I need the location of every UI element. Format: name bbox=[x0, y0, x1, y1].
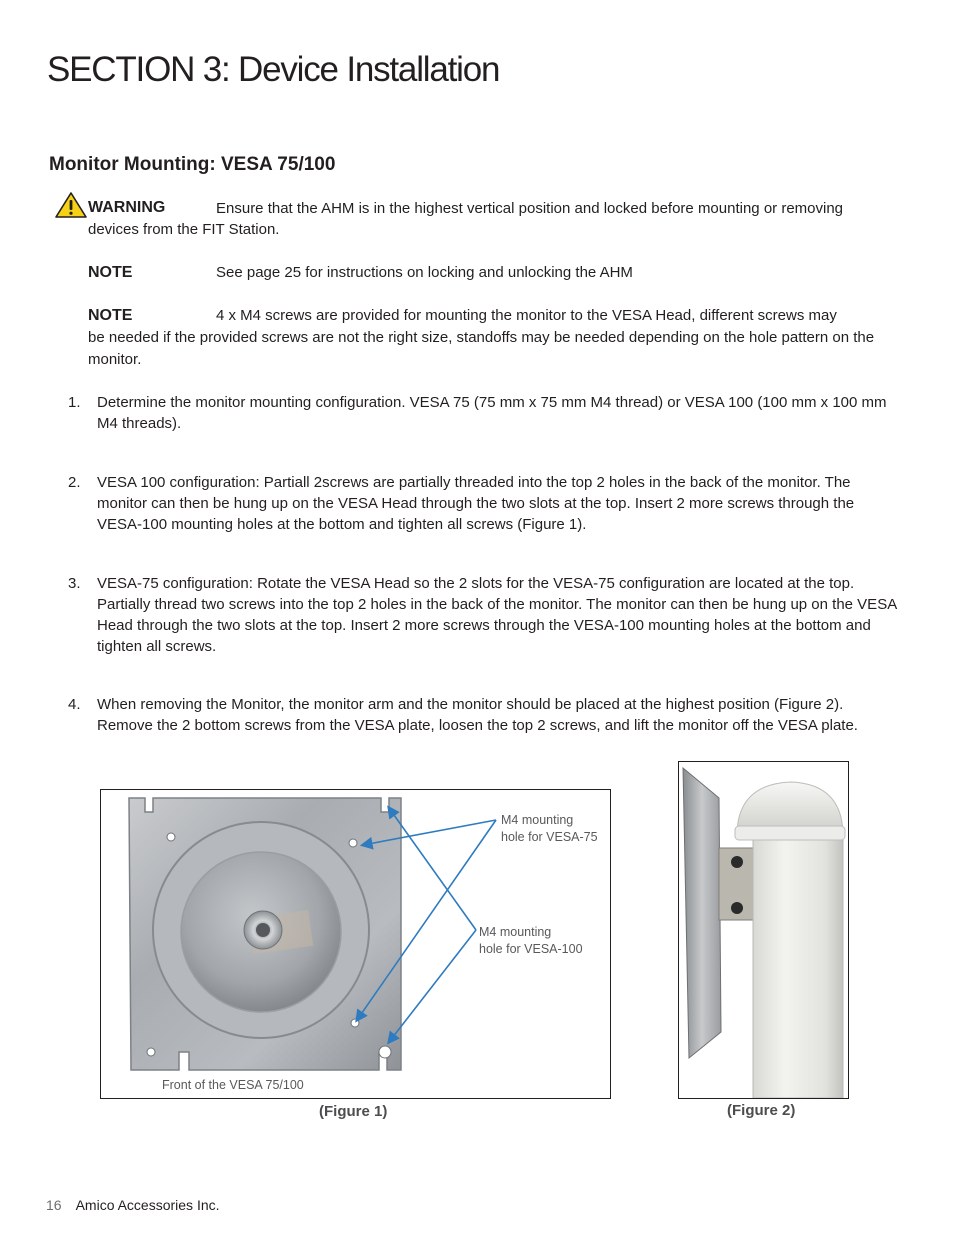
step-text: Determine the monitor mounting configuration. VESA 75 (75 mm x 75 mm M4 thread) or VESA 100 (100 mm x 100 mm M4 threads). bbox=[97, 394, 887, 432]
note-1-text: See page 25 for instructions on locking and unlocking the AHM bbox=[216, 264, 633, 281]
note-2 bbox=[88, 305, 900, 371]
note-2-label: NOTE bbox=[88, 307, 133, 324]
annotation-vesa100-line1: M4 mounting bbox=[479, 925, 552, 939]
note-1-label: NOTE bbox=[88, 264, 133, 281]
note-2-text-rest: be needed if the provided screws are not the right size, standoffs may be needed depending on the hole pattern on the monitor. bbox=[88, 329, 875, 368]
step-text: When removing the Monitor, the monitor arm and the monitor should be placed at the highest position (Figure 2). Remove the 2 bottom screws from the VESA plate, loosen the top 2 screws, and lift the monitor off the VESA plate. bbox=[97, 696, 858, 734]
warning-text-line1: Ensure that the AHM is in the highest vertical position and locked before mounting or removing bbox=[216, 200, 844, 217]
annotation-vesa100-line2: hole for VESA-100 bbox=[479, 942, 583, 956]
monitor-arm-photo bbox=[679, 762, 848, 1098]
step-item bbox=[68, 694, 898, 760]
section-title: SECTION 3: Device Installation bbox=[47, 50, 500, 89]
figure-1-frame bbox=[100, 789, 611, 1099]
warning-label: WARNING bbox=[88, 199, 166, 216]
subheading: Monitor Mounting: VESA 75/100 bbox=[49, 154, 336, 175]
step-number: 4. bbox=[68, 696, 81, 713]
step-text: VESA 100 configuration: Partiall 2screws are partially threaded into the top 2 holes in the back of the monitor. The monitor can then be hung up on the VESA Head through the two slots at the top. Insert 2 more screws through the VESA-100 mounting holes at the bottom and tighten all screws (Figure 1). bbox=[97, 474, 855, 533]
page-number: 16 bbox=[46, 1197, 62, 1213]
step-number: 2. bbox=[68, 474, 81, 491]
warning-notice bbox=[55, 192, 905, 242]
step-text: VESA-75 configuration: Rotate the VESA Head so the 2 slots for the VESA-75 configuration are located at the top. Partially thread two screws into the top 2 holes in the back of the monitor. The monitor can then be hung up on the VESA Head through the two slots at the top. Insert 2 more screws through the VESA-100 mounting holes at the bottom and tighten all screws. bbox=[97, 575, 897, 655]
warning-text-line2: devices from the FIT Station. bbox=[88, 221, 280, 238]
step-item bbox=[68, 392, 898, 436]
annotation-vesa75-line1: M4 mounting bbox=[501, 813, 574, 827]
step-item bbox=[68, 573, 898, 659]
figure-1-caption: (Figure 1) bbox=[319, 1103, 388, 1120]
step-number: 3. bbox=[68, 575, 81, 592]
step-item bbox=[68, 472, 898, 538]
note-2-text-line1: 4 x M4 screws are provided for mounting the monitor to the VESA Head, different screws may bbox=[216, 307, 837, 324]
figure-2-frame bbox=[678, 761, 849, 1099]
photo-caption: Front of the VESA 75/100 bbox=[162, 1078, 304, 1092]
annotation-vesa100 bbox=[479, 924, 583, 958]
annotation-vesa75-line2: hole for VESA-75 bbox=[501, 830, 598, 844]
note-1 bbox=[88, 262, 900, 284]
step-number: 1. bbox=[68, 394, 81, 411]
annotation-vesa75 bbox=[501, 812, 598, 846]
figure-2-caption: (Figure 2) bbox=[727, 1102, 796, 1119]
page-footer bbox=[46, 1197, 220, 1213]
footer-company: Amico Accessories Inc. bbox=[75, 1197, 220, 1213]
warning-triangle-icon bbox=[55, 192, 87, 218]
